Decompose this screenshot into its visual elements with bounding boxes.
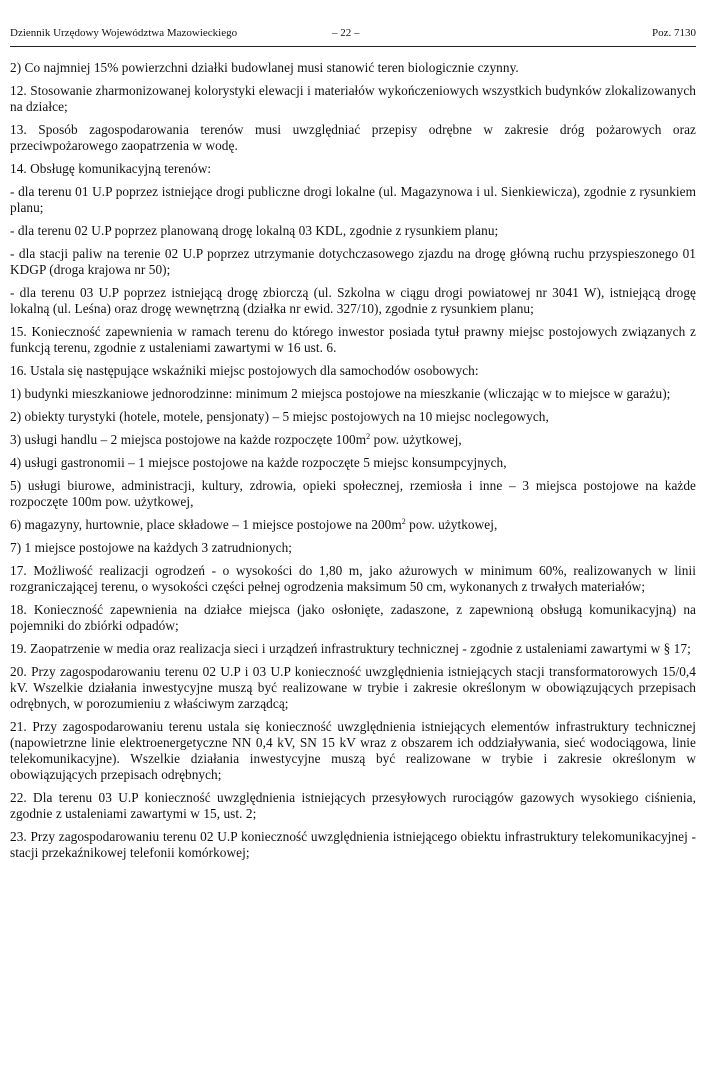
- parking-indicator-7: 7) 1 miejsce postojowe na każdych 3 zatrudnionych;: [10, 540, 293, 555]
- document-body: [10, 60, 696, 861]
- paragraph-2-biological-area: 2) Co najmniej 15% powierzchni działki budowlanej musi stanowić teren biologicznie czynny.: [10, 60, 519, 75]
- paragraph-16-parking-indicators: 16. Ustala się następujące wskaźniki miejsc postojowych dla samochodów osobowych:: [10, 363, 479, 378]
- parking-indicator-4: 4) usługi gastronomii – 1 miejsce postojowe na każde rozpoczęte 5 miejsc konsumpcyjnych,: [10, 455, 507, 470]
- transport-item-02: - dla terenu 02 U.P poprzez planowaną drogę lokalną 03 KDL, zgodnie z rysunkiem planu;: [10, 223, 499, 238]
- square-superscript: 2: [401, 517, 406, 526]
- parking-indicator-2: 2) obiekty turystyki (hotele, motele, pensjonaty) – 5 miejsc postojowych na 10 miejsc noclegowych,: [10, 409, 549, 424]
- journal-title: Dziennik Urzędowy Województwa Mazowieckiego: [10, 27, 238, 39]
- paragraph-20-transformers: 20. Przy zagospodarowaniu terenu 02 U.P i 03 U.P konieczność uwzględnienia istniejących stacji transformatorowych 15/0,4 kV. Wszelkie działania inwestycyjne muszą być realizowane w trybie i zakresie określonym w obowiązujących przepisach odrębnych, w porozumieniu z właściwym zarządcą;: [10, 664, 696, 711]
- paragraph-15-parking: 15. Konieczność zapewnienia w ramach terenu do którego inwestor posiada tytuł prawny miejsc postojowych związanych z funkcją terenu, zgodnie z ustaleniami zawartymi w 16 ust. 6.: [10, 324, 696, 355]
- paragraph-18-waste: 18. Konieczność zapewnienia na działce miejsca (jako osłonięte, zadaszone, z zapewnioną obsługą komunikacyjną) na pojemniki do zbiórki odpadów;: [10, 602, 696, 633]
- page-header: [10, 20, 696, 47]
- parking-indicator-6-unit: pow. użytkowej,: [405, 517, 498, 532]
- paragraph-12-colors: 12. Stosowanie zharmonizowanej kolorystyki elewacji i materiałów wykończeniowych wszystkich budynków zlokalizowanych na działce;: [10, 83, 696, 114]
- paragraph-17-fences: 17. Możliwość realizacji ogrodzeń - o wysokości do 1,80 m, jako ażurowych w minimum 60%, realizowanych w linii rozgraniczającej terenu, o wysokości części pełnej ogrodzenia maksimum 50 cm, wykonanych z trwałych materiałów;: [10, 563, 696, 594]
- paragraph-21-infrastructure: 21. Przy zagospodarowaniu terenu ustala się konieczność uwzględnienia istniejących elementów infrastruktury technicznej (napowietrzne linie elektroenergetyczne NN 0,4 kV, SN 15 kV wraz z obszarem ich oddziaływania, sieć wodociągowa, linie telekomunikacyjne). Wszelkie działania inwestycyjne muszą być realizowane w trybie i zakresie określonym w obowiązujących przepisach odrębnych;: [10, 719, 696, 782]
- transport-item-01: - dla terenu 01 U.P poprzez istniejące drogi publiczne drogi lokalne (ul. Magazynowa i ul. Sienkiewicza), zgodnie z rysunkiem planu;: [10, 184, 696, 215]
- transport-item-03: - dla terenu 03 U.P poprzez istniejącą drogę zbiorczą (ul. Szkolna w ciągu drogi powiatowej nr 3041 W), istniejącą drogę lokalną (ul. Leśna) oraz drogę wewnętrzną (działka nr ewid. 327/10), zgodnie z rysunkiem planu;: [10, 285, 696, 316]
- page-number: – 22 –: [332, 27, 360, 39]
- parking-indicator-6-text: 6) magazyny, hurtownie, place składowe – 1 miejsce postojowe na 200m: [10, 517, 402, 532]
- transport-item-fuel-station: - dla stacji paliw na terenie 02 U.P poprzez utrzymanie dotychczasowego zjazdu na drogę główną ruchu przyspieszonego 01 KDGP (droga krajowa nr 50);: [10, 246, 696, 277]
- parking-indicator-5: 5) usługi biurowe, administracji, kultury, zdrowia, opieki społecznej, rzemiosła i inne – 3 miejsca postojowe na każde rozpoczęte 100m pow. użytkowej,: [10, 478, 696, 509]
- paragraph-13-fire-roads: 13. Sposób zagospodarowania terenów musi uwzględniać przepisy odrębne w zakresie dróg pożarowych oraz przeciwpożarowego zaopatrzenia w wodę.: [10, 122, 696, 153]
- paragraph-14-transport: 14. Obsługę komunikacyjną terenów:: [10, 161, 212, 176]
- square-superscript: 2: [366, 432, 371, 441]
- paragraph-23-telecom: 23. Przy zagospodarowaniu terenu 02 U.P konieczność uwzględnienia istniejącego obiektu infrastruktury telekomunikacyjnej - stacji przekaźnikowej telefonii komórkowej;: [10, 829, 696, 860]
- parking-indicator-3-unit: pow. użytkowej,: [370, 432, 462, 447]
- parking-indicator-1: 1) budynki mieszkaniowe jednorodzinne: minimum 2 miejsca postojowe na mieszkanie (wliczając w to miejsce w garażu);: [10, 386, 671, 401]
- paragraph-22-gas: 22. Dla terenu 03 U.P konieczność uwzględnienia istniejących przesyłowych rurociągów gazowych wysokiego ciśnienia, zgodnie z ustaleniami zawartymi w 15, ust. 2;: [10, 790, 696, 821]
- parking-indicator-3-text: 3) usługi handlu – 2 miejsca postojowe na każde rozpoczęte 100m: [10, 432, 367, 447]
- position-number: Poz. 7130: [652, 27, 696, 39]
- parking-indicator-6: [10, 517, 696, 533]
- paragraph-19-utilities: 19. Zaopatrzenie w media oraz realizacja sieci i urządzeń infrastruktury technicznej - zgodnie z ustaleniami zawartymi w § 17;: [10, 641, 691, 656]
- parking-indicator-3: [10, 432, 696, 448]
